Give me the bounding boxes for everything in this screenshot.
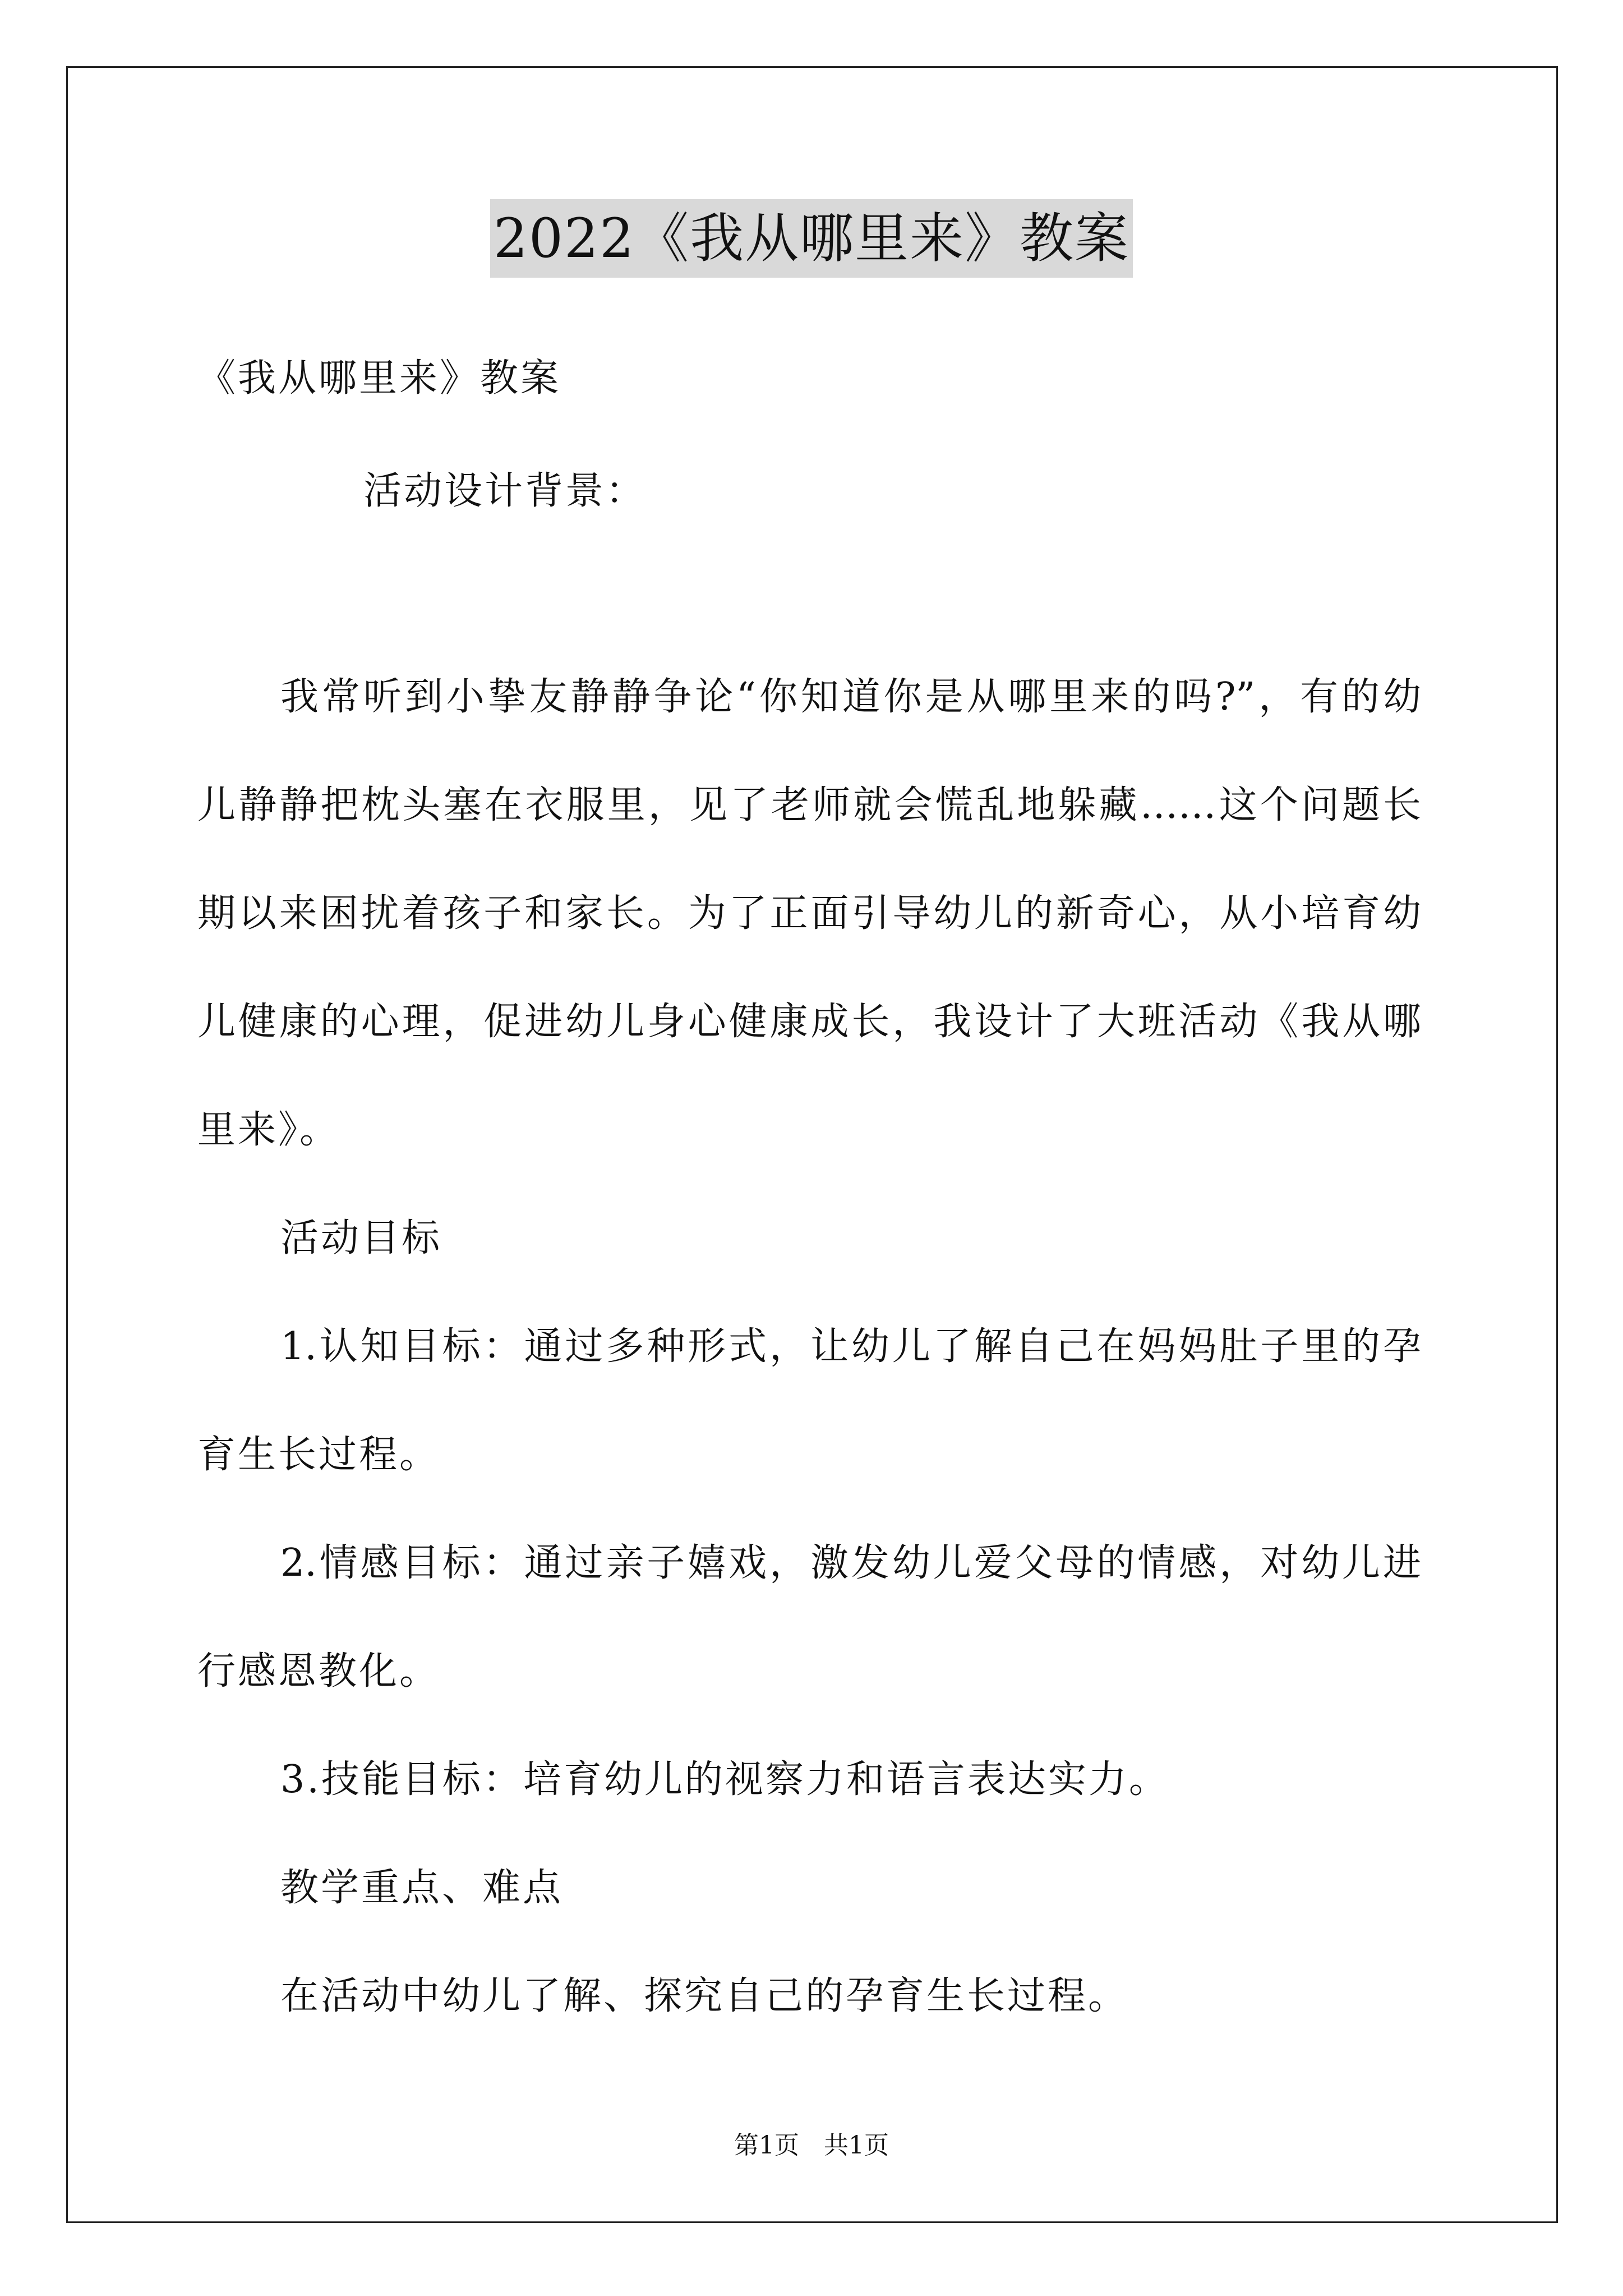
- background-heading: 活动设计背景：: [363, 469, 647, 513]
- goal-3: 3.技能目标：培育幼儿的视察力和语言表达实力。: [280, 1757, 1169, 1802]
- goals-heading: 活动目标: [280, 1216, 442, 1260]
- key-points-heading: 教学重点、难点: [280, 1866, 564, 1910]
- goal-1-line-1: 1.认知目标：通过多种形式，让幼儿了解自己在妈妈肚子里的孕: [280, 1324, 1421, 1369]
- background-paragraph-line-2: 儿静静把枕头塞在衣服里，见了老师就会慌乱地躲藏……这个问题长: [197, 783, 1421, 827]
- document-title: 2022《我从哪里来》教案: [490, 199, 1133, 278]
- key-points-text: 在活动中幼儿了解、探究自己的孕育生长过程。: [280, 1974, 1129, 2018]
- background-paragraph-line-1: 我常听到小挚友静静争论“你知道你是从哪里来的吗?”，有的幼: [280, 675, 1421, 719]
- background-paragraph-line-5: 里来》。: [197, 1108, 340, 1152]
- document-subtitle: 《我从哪里来》教案: [197, 356, 561, 401]
- goal-2-line-1: 2.情感目标：通过亲子嬉戏，激发幼儿爱父母的情感，对幼儿进: [280, 1541, 1421, 1585]
- background-paragraph-line-3: 期以来困扰着孩子和家长。为了正面引导幼儿的新奇心，从小培育幼: [197, 891, 1421, 936]
- background-paragraph-line-4: 儿健康的心理，促进幼儿身心健康成长，我设计了大班活动《我从哪: [197, 1000, 1421, 1044]
- goal-2-line-2: 行感恩教化。: [197, 1649, 440, 1694]
- goal-1-line-2: 育生长过程。: [197, 1433, 440, 1477]
- title-container: [0, 199, 1623, 278]
- page-footer: 第1页 共1页: [734, 2131, 889, 2160]
